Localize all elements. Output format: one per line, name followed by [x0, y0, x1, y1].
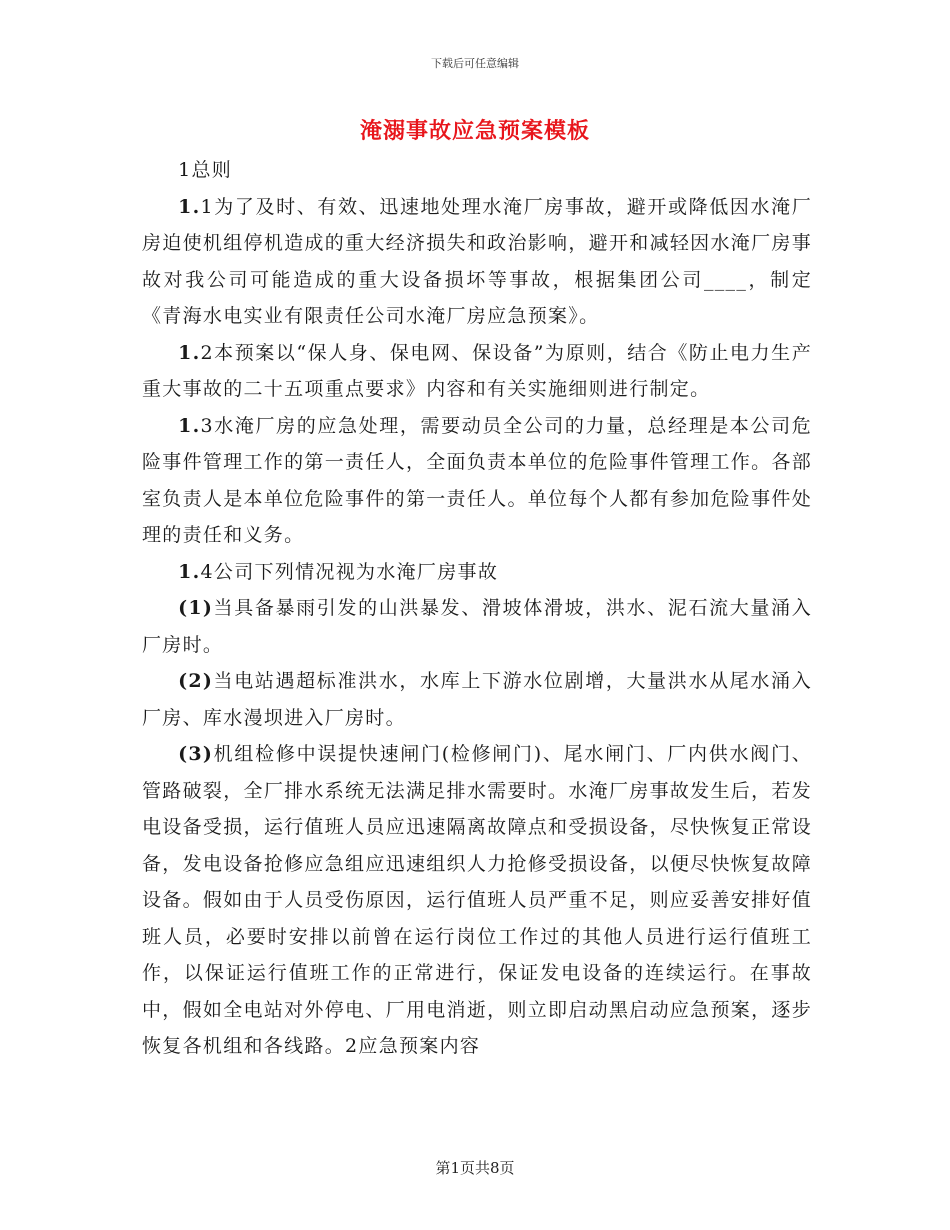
- list-marker: (1): [178, 597, 214, 619]
- list-item-2: [142, 663, 812, 736]
- document-body: [142, 152, 812, 1065]
- paragraph-number: 1.: [178, 195, 201, 218]
- paragraph-number: 1.: [178, 414, 201, 437]
- paragraph-text: 2本预案以“保人身、保电网、保设备”为原则，结合《防止电力生产重大事故的二十五项重点要求》内容和有关实施细则进行制定。: [142, 341, 812, 400]
- list-item-1: [142, 590, 812, 663]
- paragraph-general-heading: [142, 152, 812, 189]
- list-marker: (2): [178, 670, 214, 692]
- paragraph-text: 1总则: [178, 159, 233, 181]
- download-edit-note: 下载后可任意编辑: [431, 57, 519, 70]
- paragraph-1-3: [142, 408, 812, 554]
- paragraph-text: 4公司下列情况视为水淹厂房事故: [200, 560, 499, 583]
- list-item-text: 当具备暴雨引发的山洪暴发、滑坡体滑坡，洪水、泥石流大量涌入厂房时。: [142, 597, 812, 656]
- list-item-3: [142, 736, 812, 1065]
- paragraph-1-4: [142, 554, 812, 591]
- page-number-footer: 第1页共8页: [435, 1159, 515, 1177]
- paragraph-text: 3水淹厂房的应急处理，需要动员全公司的力量，总经理是本公司危险事件管理工作的第一责任人，全面负责本单位的危险事件管理工作。各部室负责人是本单位危险事件的第一责任人。单位每个人都有参加危险事件处理的责任和义务。: [142, 414, 812, 546]
- list-item-text: 机组检修中误提快速闸门(检修闸门)、尾水闸门、厂内供水阀门、管路破裂，全厂排水系统无法满足排水需要时。水淹厂房事故发生后，若发电设备受损，运行值班人员应迅速隔离故障点和受损设备，尽快恢复正常设备，发电设备抢修应急组应迅速组织人力抢修受损设备，以便尽快恢复故障设备。假如由于人员受伤原因，运行值班人员严重不足，则应妥善安排好值班人员，必要时安排以前曾在运行岗位工作过的其他人员进行运行值班工作，以保证运行值班工作的正常进行，保证发电设备的连续运行。在事故中，假如全电站对外停电、厂用电消逝，则立即启动黑启动应急预案，逐步恢复各机组和各线路。2应急预案内容: [142, 743, 812, 1057]
- paragraph-number: 1.: [178, 560, 201, 583]
- document-title: 淹溺事故应急预案模板: [359, 118, 590, 144]
- list-item-text: 当电站遇超标准洪水，水库上下游水位剧增，大量洪水从尾水涌入厂房、库水漫坝进入厂房时。: [142, 670, 812, 729]
- paragraph-number: 1.: [178, 341, 201, 364]
- paragraph-1-1: [142, 189, 812, 335]
- list-marker: (3): [178, 743, 214, 765]
- paragraph-1-2: [142, 335, 812, 408]
- paragraph-text: 1为了及时、有效、迅速地处理水淹厂房事故，避开或降低因水淹厂房迫使机组停机造成的重大经济损失和政治影响，避开和减轻因水淹厂房事故对我公司可能造成的重大设备损坏等事故，根据集团公司____，制定《青海水电实业有限责任公司水淹厂房应急预案》。: [142, 195, 812, 327]
